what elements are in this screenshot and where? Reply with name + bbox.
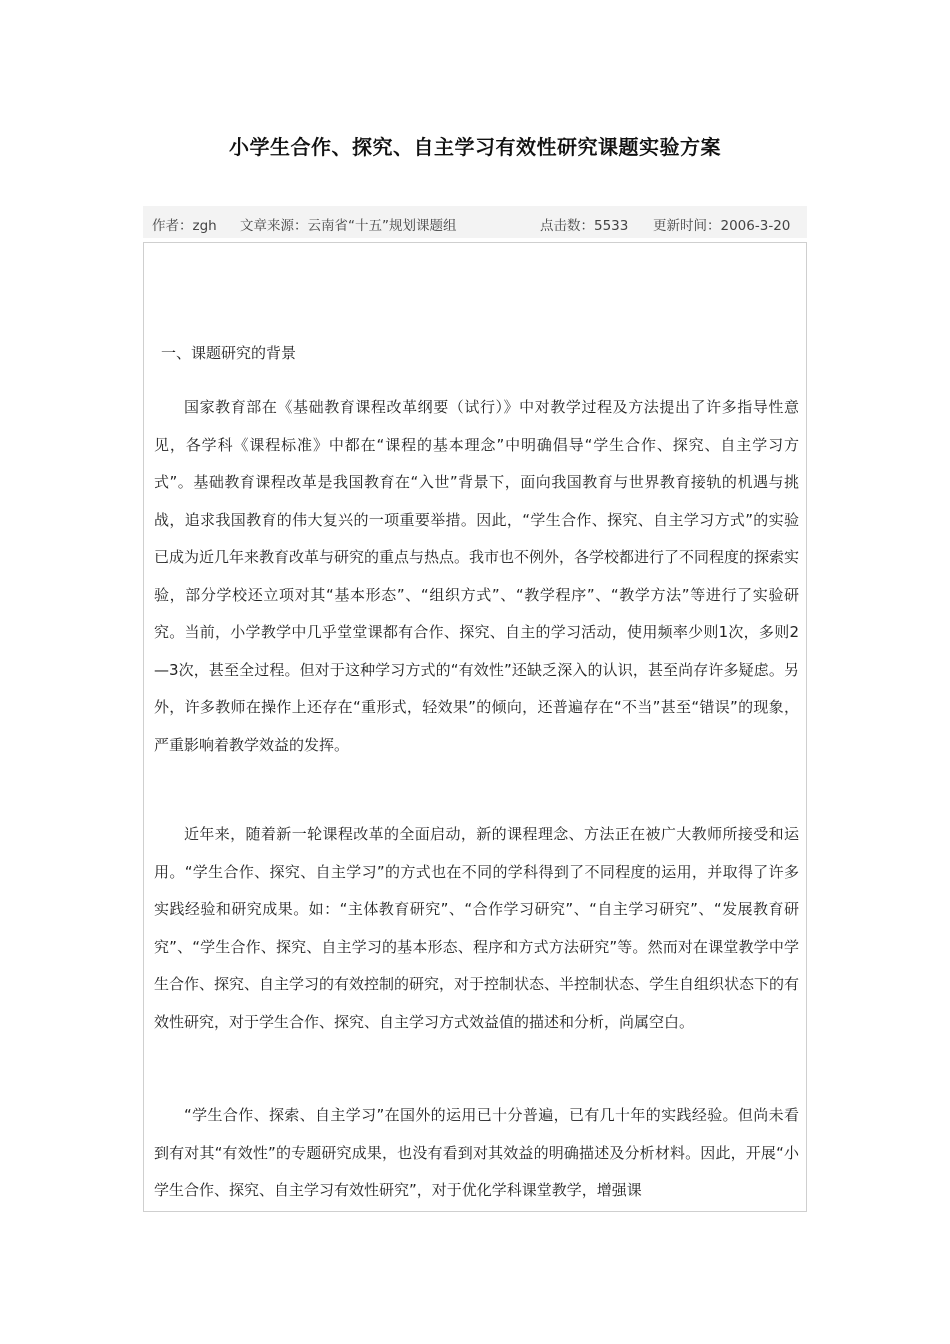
meta-updated-time: 更新时间：2006-3-20 — [653, 218, 791, 234]
section-heading: 一、课题研究的背景 — [161, 344, 297, 362]
page-title: 小学生合作、探究、自主学习有效性研究课题实验方案 — [229, 135, 721, 159]
article-content — [143, 242, 807, 1212]
paragraph: “学生合作、探索、自主学习”在国外的运用已十分普遍，已有几十年的实践经验。但尚未看到有对其“有效性”的专题研究成果，也没有看到对其效益的明确描述及分析材料。因此，开展“小学生合作、探究、自主学习有效性研究”，对于优化学科课堂教学，增强课 — [154, 1106, 799, 1199]
meta-author: 作者：zgh — [152, 218, 217, 234]
paragraph: 国家教育部在《基础教育课程改革纲要（试行）》中对教学过程及方法提出了许多指导性意见，各学科《课程标准》中都在“课程的基本理念”中明确倡导“学生合作、探究、自主学习方式”。基础教育课程改革是我国教育在“入世”背景下，面向我国教育与世界教育接轨的机遇与挑战，追求我国教育的伟大复兴的一项重要举措。因此，“学生合作、探究、自主学习方式”的实验已成为近几年来教育改革与研究的重点与热点。我市也不例外，各学校都进行了不同程度的探索实验，部分学校还立项对其“基本形态”、“组织方式”、“教学程序”、“教学方法”等进行了实验研究。当前，小学教学中几乎堂堂课都有合作、探究、自主的学习活动，使用频率少则1次，多则2—3次，甚至全过程。但对于这种学习方式的“有效性”还缺乏深入的认识，甚至尚存许多疑虑。另外，许多教师在操作上还存在“重形式，轻效果”的倾向，还普遍存在“不当”甚至“错误”的现象，严重影响着教学效益的发挥。 — [154, 398, 800, 754]
paragraph: 近年来，随着新一轮课程改革的全面启动，新的课程理念、方法正在被广大教师所接受和运用。“学生合作、探究、自主学习”的方式也在不同的学科得到了不同程度的运用，并取得了许多实践经验和研究成果。如：“主体教育研究”、“合作学习研究”、“自主学习研究”、“发展教育研究”、“学生合作、探究、自主学习的基本形态、程序和方式方法研究”等。然而对在课堂教学中学生合作、探究、自主学习的有效控制的研究，对于控制状态、半控制状态、学生自组织状态下的有效性研究，对于学生合作、探究、自主学习方式效益值的描述和分析，尚属空白。 — [154, 825, 800, 1031]
article-meta-bar — [143, 206, 807, 238]
meta-hit-count: 点击数：5533 — [540, 218, 629, 234]
meta-source: 文章来源：云南省“十五”规划课题组 — [240, 218, 457, 234]
